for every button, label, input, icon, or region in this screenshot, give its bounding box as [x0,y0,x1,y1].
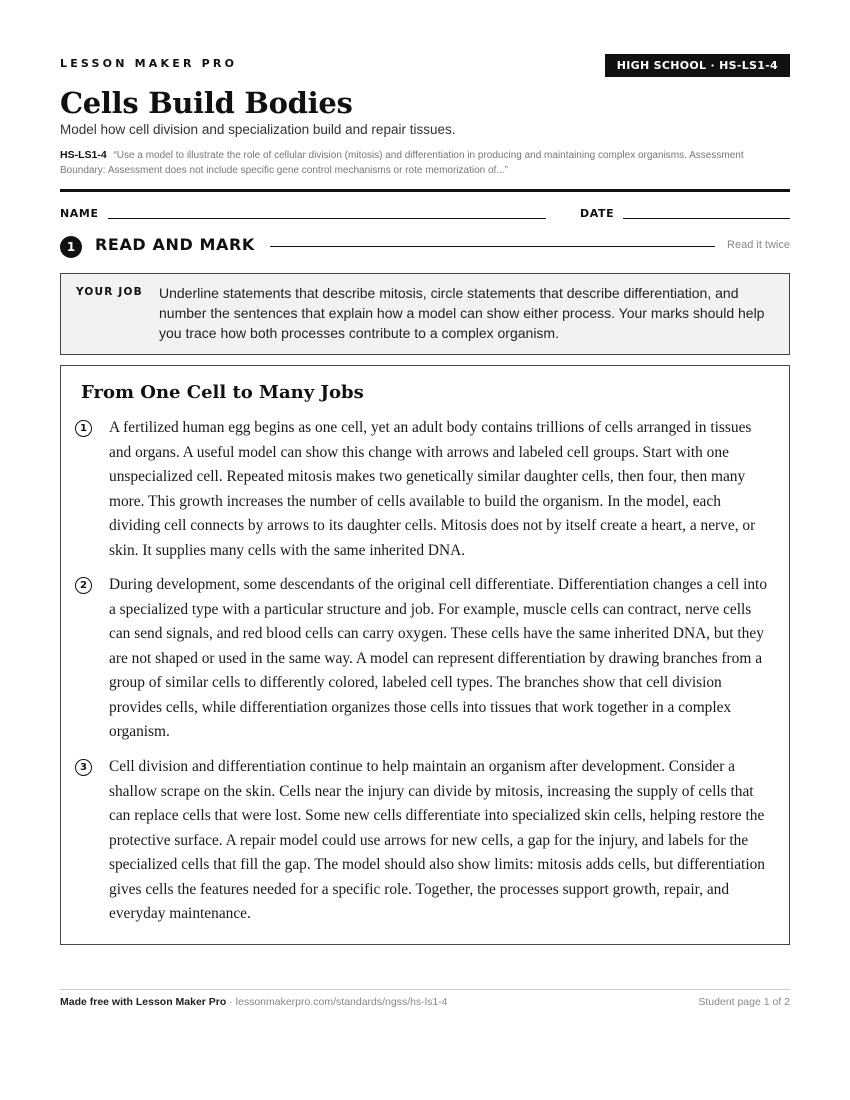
brand-name: LESSON MAKER PRO [60,57,238,70]
page-subtitle: Model how cell division and specialization build and repair tissues. [60,122,456,137]
section-number-badge: 1 [60,236,82,258]
section-title: READ AND MARK [95,235,255,254]
paragraph-number: 1 [75,420,92,437]
name-field[interactable] [108,218,546,219]
date-label: DATE [580,207,615,220]
header-divider [60,189,790,192]
date-field[interactable] [623,218,790,219]
page-title: Cells Build Bodies [60,86,353,120]
standard-description [60,148,790,178]
paragraph-text: A fertilized human egg begins as one cell, yet an adult body contains trillions of cells arranged in tissues and organs. A useful model can show this change with arrows and labeled cell groups. Start with one unspecialized cell. Repeated mitosis makes two genetically similar daughter cells, then four, then many more. This growth increases the number of cells available to build the organism. In the model, each dividing cell connects by arrows to its daughter cells. Mitosis does not by itself create a heart, a nerve, or skin. It supplies many cells with the same inherited DNA. [109,419,756,559]
footer-divider [60,989,790,990]
paragraph-number: 2 [75,577,92,594]
reading-passage [60,365,790,945]
grade-standard-badge: HIGH SCHOOL · HS-LS1-4 [605,54,790,77]
reading-title: From One Cell to Many Jobs [81,382,364,403]
footer-made-with: Made free with Lesson Maker Pro [60,996,227,1008]
section-hint: Read it twice [727,239,790,251]
instructions-label: YOUR JOB [76,286,143,298]
footer-credit [60,996,448,1008]
paragraph-text: During development, some descendants of the original cell differentiate. Differentiation changes a cell into a specialized type with a particular structure and job. For example, muscle cells can contract, nerve cells can send signals, and red blood cells can carry oxygen. These cells have the same inherited DNA, but they are not shaped or used in the same way. A model can represent differentiation by drawing branches from a group of similar cells to differently colored, labeled cell types. The branches show that cell division provides cells, while differentiation organizes those cells into tissues that work together in a complex organism. [109,576,768,740]
section-divider [270,246,715,247]
standard-text: “Use a model to illustrate the role of cellular division (mitosis) and differentiation in producing and maintaining complex organisms. Assessment Boundary: Assessment does not include specific gene control mechanisms or rote memorization of...” [60,150,744,176]
name-label: NAME [60,207,99,220]
standard-code: HS-LS1-4 [60,149,107,161]
footer-separator: · [226,996,236,1008]
footer-page-number: Student page 1 of 2 [698,996,790,1008]
instructions-box [60,273,790,355]
footer-url[interactable]: lessonmakerpro.com/standards/ngss/hs-ls1-4 [235,996,448,1008]
paragraph-number: 3 [75,759,92,776]
paragraph-text: Cell division and differentiation continue to help maintain an organism after development. Consider a shallow scrape on the skin. Cells near the injury can divide by mitosis, increasing the supply of cells that can replace cells that were lost. Some new cells differentiate into specialized skin cells, helping restore the protective surface. A repair model could use arrows for new cells, a gap for the injury, and labels for the specialized cells that fill the gap. The model should also show limits: mitosis adds cells, but differentiation gives cells the features needed for a specific role. Together, the processes support growth, repair, and everyday maintenance. [109,758,765,922]
instructions-text: Underline statements that describe mitosis, circle statements that describe differentiation, and number the sentences that explain how a model can show either process. Your marks should help you trace how both processes contribute to a complex organism. [159,285,765,341]
